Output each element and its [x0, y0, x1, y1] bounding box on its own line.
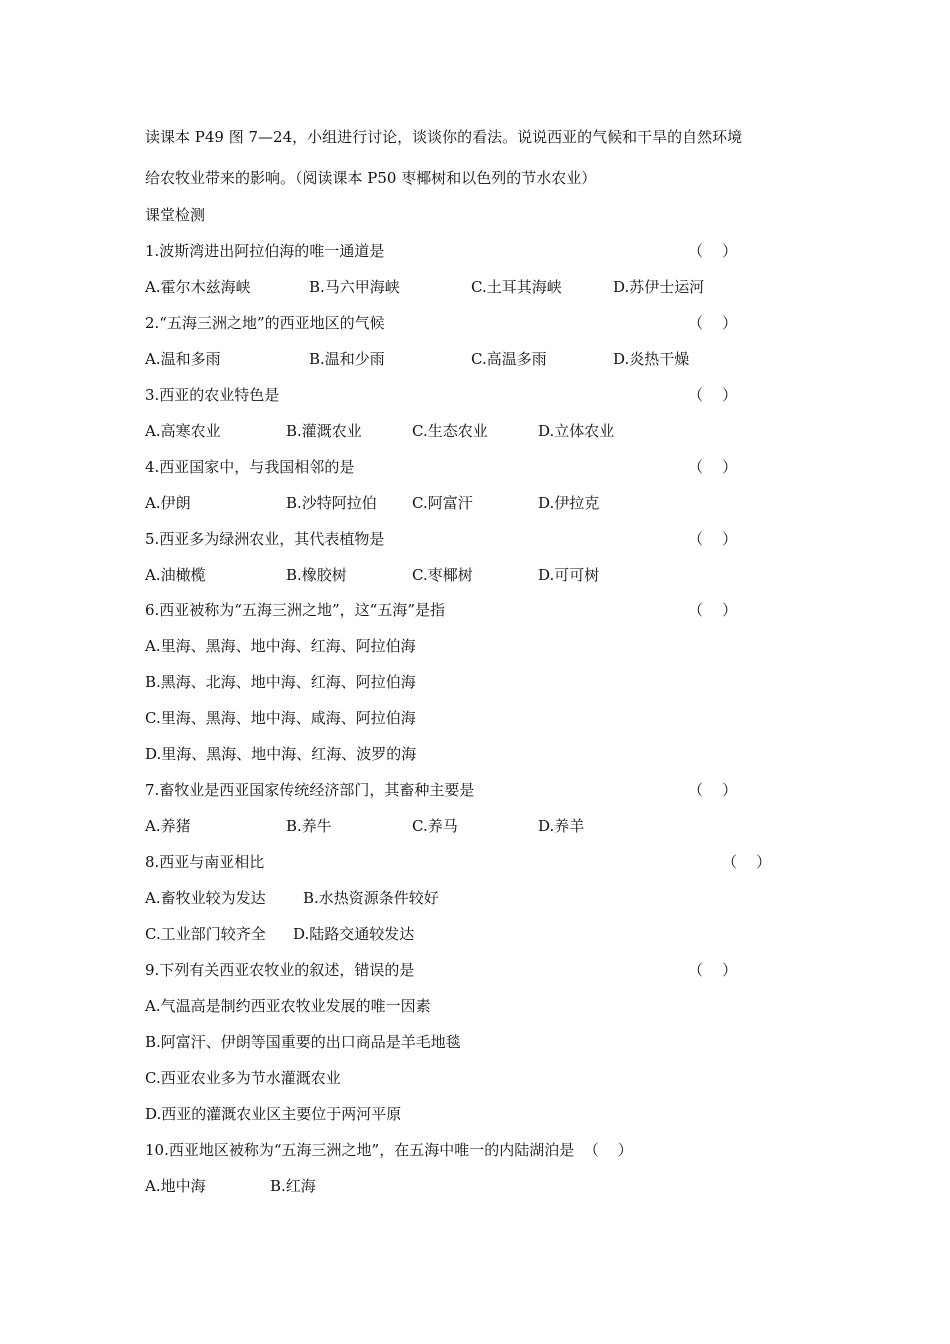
q9-option-a: A.气温高是制约西亚农牧业发展的唯一因素 [145, 997, 431, 1015]
q9-option-b: B.阿富汗、伊朗等国重要的出口商品是羊毛地毯 [145, 1033, 461, 1051]
q4-option-d: D.伊拉克 [538, 494, 600, 512]
q9-stem: 9.下列有关西亚农牧业的叙述，错误的是 [145, 961, 415, 979]
q6-option-d: D.里海、黑海、地中海、红海、波罗的海 [145, 745, 417, 763]
q10-option-b: B.红海 [270, 1177, 316, 1195]
q5-stem: 5.西亚多为绿洲农业，其代表植物是 [145, 530, 385, 548]
q1-option-d: D.苏伊士运河 [613, 278, 705, 296]
q4-option-c: C.阿富汗 [412, 494, 473, 512]
q2-option-a: A.温和多雨 [145, 350, 221, 368]
q3-option-b: B.灌溉农业 [286, 422, 362, 440]
q6-answer-paren: （ ） [688, 601, 738, 619]
q4-answer-paren: （ ） [688, 458, 738, 476]
q5-option-a: A.油橄榄 [145, 566, 206, 584]
q1-option-b: B.马六甲海峡 [309, 278, 400, 296]
q8-option-b: B.水热资源条件较好 [303, 889, 439, 907]
q1-option-c: C.土耳其海峡 [471, 278, 562, 296]
q1-option-a: A.霍尔木兹海峡 [145, 278, 251, 296]
q8-option-a: A.畜牧业较为发达 [145, 889, 266, 907]
q1-answer-paren: （ ） [688, 242, 738, 260]
q2-option-d: D.炎热干燥 [613, 350, 690, 368]
section-title: 课堂检测 [145, 206, 206, 224]
q10-stem: 10.西亚地区被称为“五海三洲之地”，在五海中唯一的内陆湖泊是 （ ） [145, 1141, 633, 1159]
q8-answer-paren: （ ） [722, 853, 772, 871]
intro-line-1: 读课本 P49 图 7—24，小组进行讨论，谈谈你的看法。说说西亚的气候和干旱的自然环境 [145, 128, 743, 146]
q6-option-b: B.黑海、北海、地中海、红海、阿拉伯海 [145, 673, 416, 691]
q4-option-b: B.沙特阿拉伯 [286, 494, 377, 512]
q9-option-c: C.西亚农业多为节水灌溉农业 [145, 1069, 341, 1087]
q6-option-c: C.里海、黑海、地中海、咸海、阿拉伯海 [145, 709, 416, 727]
q9-answer-paren: （ ） [688, 961, 738, 979]
q9-option-d: D.西亚的灌溉农业区主要位于两河平原 [145, 1105, 402, 1123]
q7-answer-paren: （ ） [688, 781, 738, 799]
q2-answer-paren: （ ） [688, 314, 738, 332]
q1-stem: 1.波斯湾进出阿拉伯海的唯一通道是 [145, 242, 385, 260]
q5-option-c: C.枣椰树 [412, 566, 473, 584]
q5-option-b: B.橡胶树 [286, 566, 347, 584]
q6-stem: 6.西亚被称为“五海三洲之地”，这“五海”是指 [145, 601, 445, 619]
q8-option-d: D.陆路交通较发达 [293, 925, 415, 943]
q3-option-c: C.生态农业 [412, 422, 488, 440]
q3-option-a: A.高寒农业 [145, 422, 221, 440]
q4-option-a: A.伊朗 [145, 494, 191, 512]
q3-option-d: D.立体农业 [538, 422, 615, 440]
q2-option-c: C.高温多雨 [471, 350, 547, 368]
q7-option-c: C.养马 [412, 817, 458, 835]
q5-answer-paren: （ ） [688, 530, 738, 548]
q6-option-a: A.里海、黑海、地中海、红海、阿拉伯海 [145, 637, 416, 655]
q7-stem: 7.畜牧业是西亚国家传统经济部门，其畜种主要是 [145, 781, 475, 799]
q7-option-b: B.养牛 [286, 817, 332, 835]
q2-stem: 2.“五海三洲之地”的西亚地区的气候 [145, 314, 385, 332]
q2-option-b: B.温和少雨 [309, 350, 385, 368]
q3-stem: 3.西亚的农业特色是 [145, 386, 280, 404]
q8-option-c: C.工业部门较齐全 [145, 925, 266, 943]
q4-stem: 4.西亚国家中，与我国相邻的是 [145, 458, 355, 476]
q8-stem: 8.西亚与南亚相比 [145, 853, 265, 871]
q5-option-d: D.可可树 [538, 566, 600, 584]
q7-option-d: D.养羊 [538, 817, 585, 835]
q7-option-a: A.养猪 [145, 817, 191, 835]
q10-option-a: A.地中海 [145, 1177, 206, 1195]
q3-answer-paren: （ ） [688, 386, 738, 404]
intro-line-2: 给农牧业带来的影响。（阅读课本 P50 枣椰树和以色列的节水农业） [145, 169, 597, 187]
